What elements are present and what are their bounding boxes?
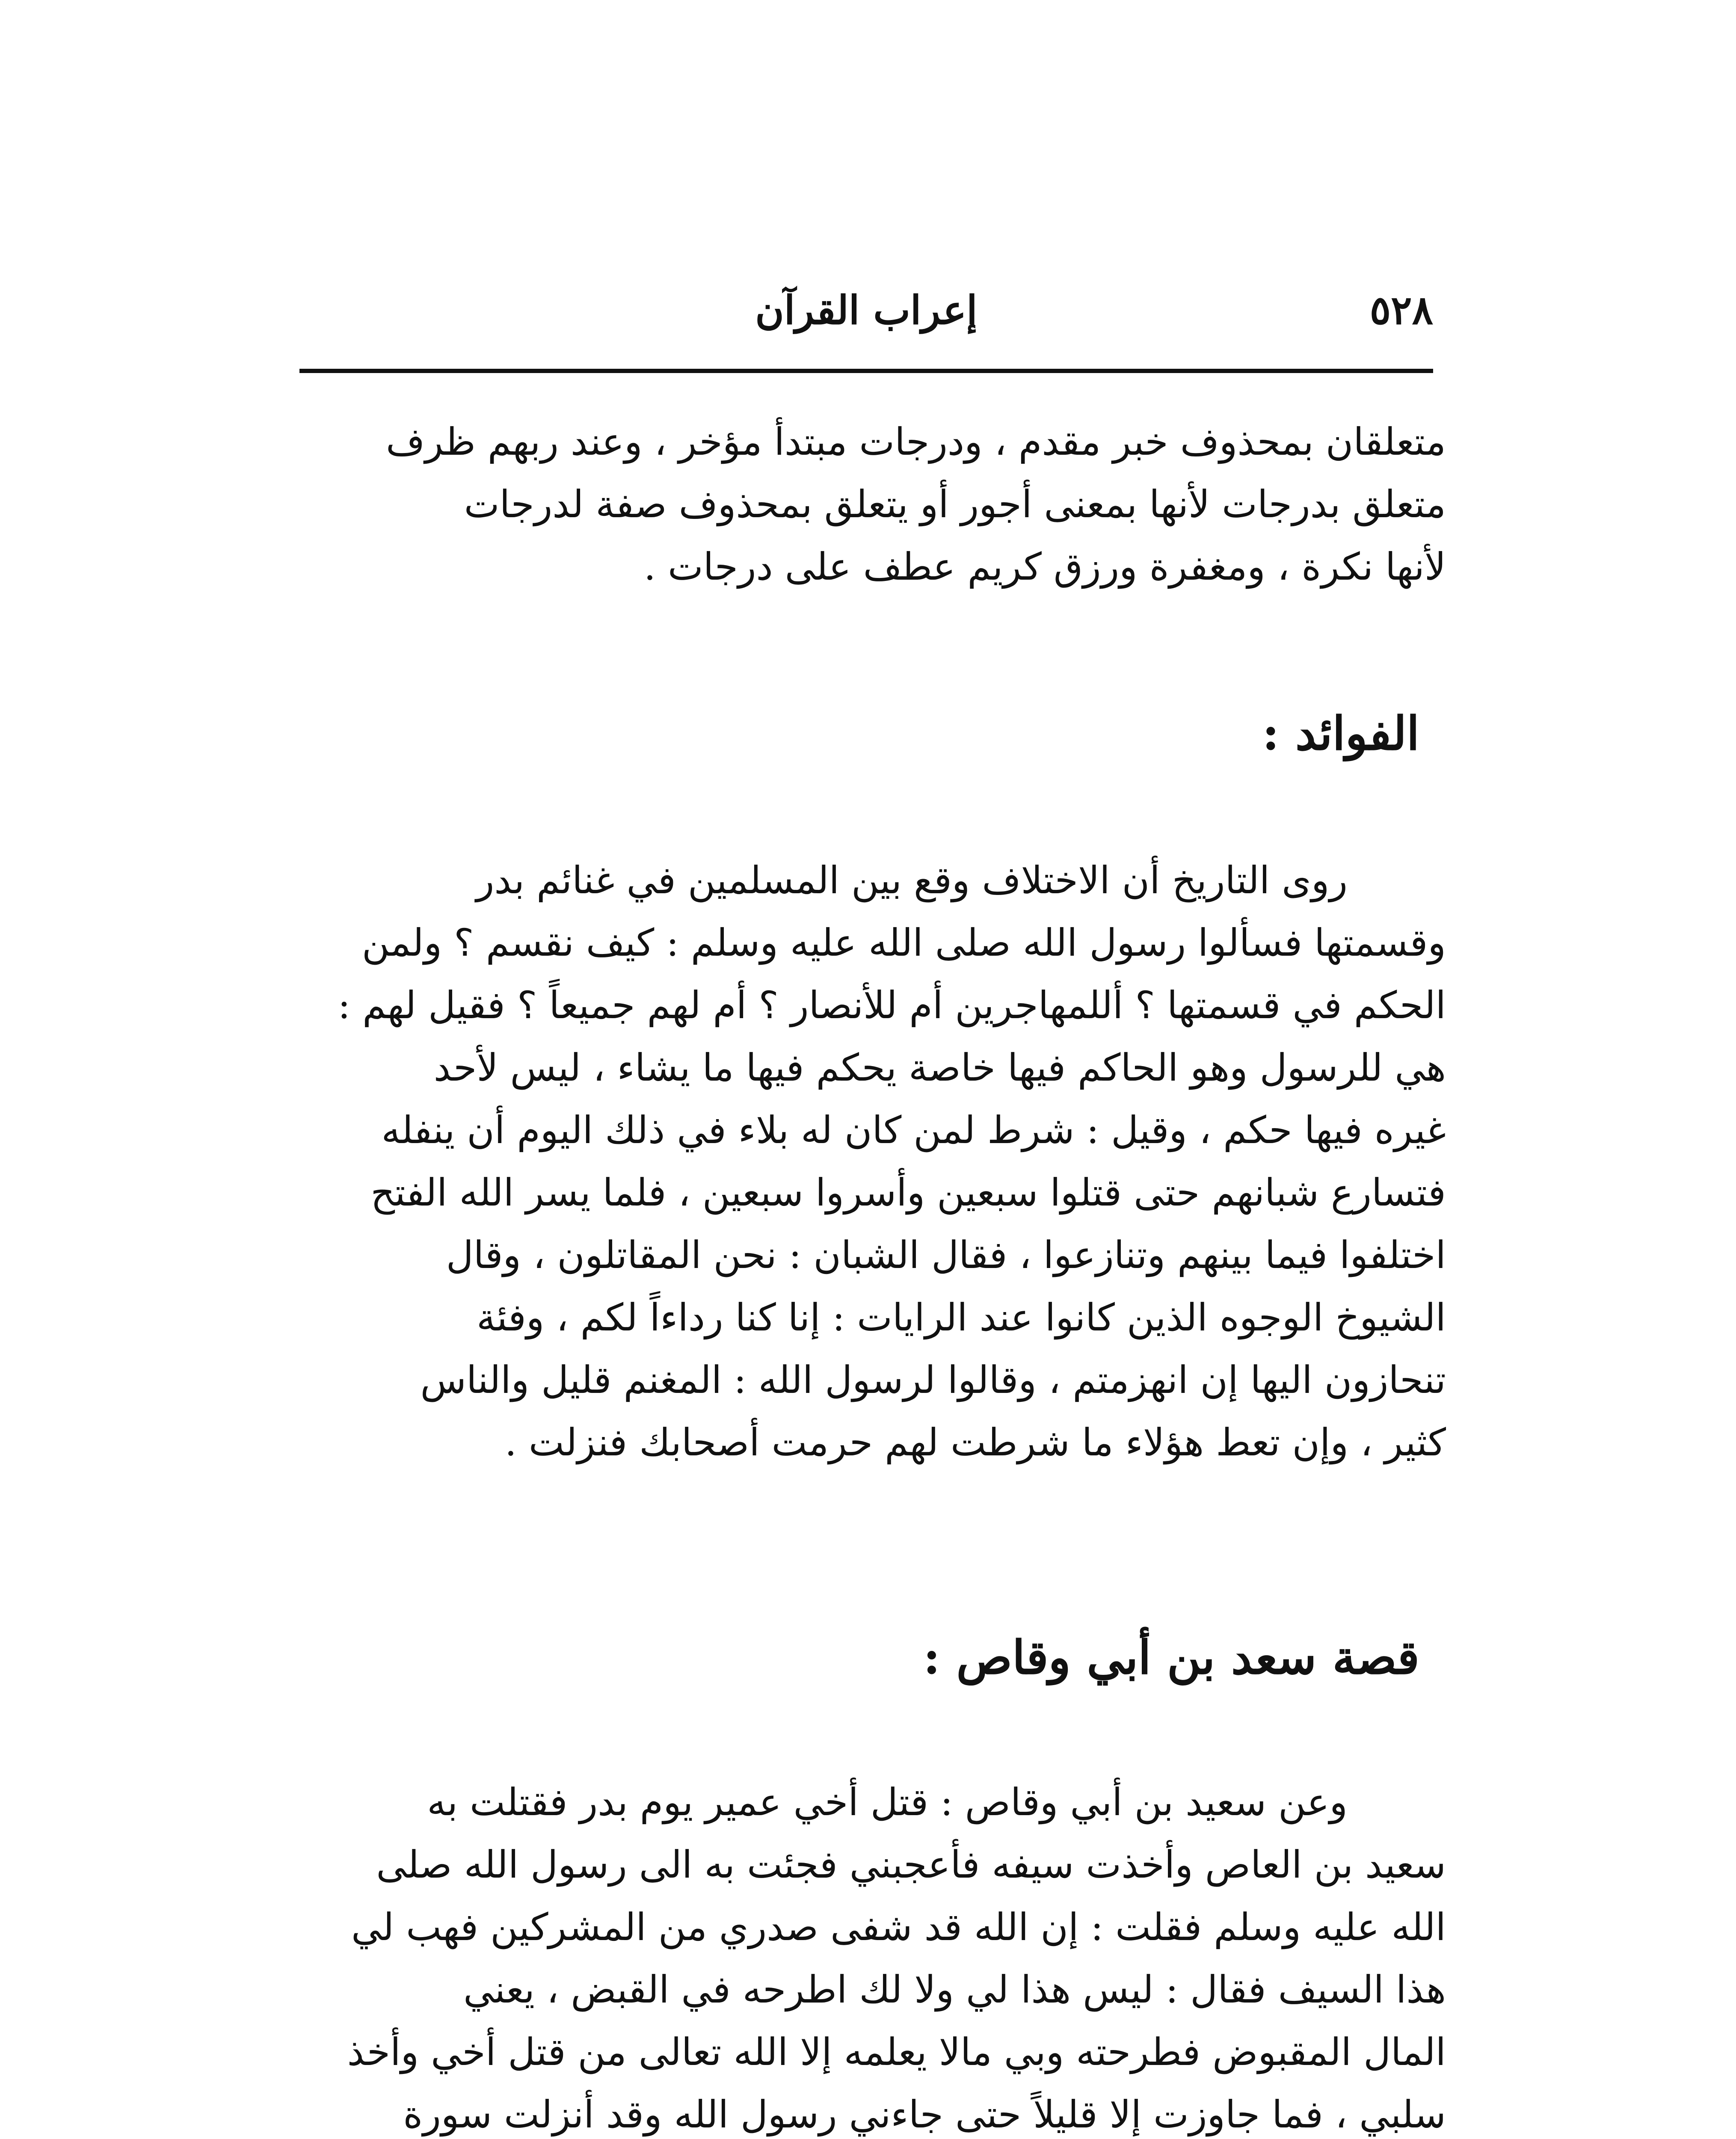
header-rule xyxy=(299,369,1433,373)
text-line: روى التاريخ أن الاختلاف وقع بين المسلمين في غنائم بدر xyxy=(476,858,1348,902)
text-line: غيره فيها حكم ، وقيل : شرط لمن كان له بلاء في ذلك اليوم أن ينفله xyxy=(381,1108,1446,1152)
text-line: تنحازون اليها إن انهزمتم ، وقالوا لرسول الله : المغنم قليل والناس xyxy=(420,1358,1446,1402)
text-line: الله عليه وسلم فقلت : إن الله قد شفى صدري من المشركين فهب لي xyxy=(351,1905,1446,1949)
text-line: وقسمتها فسألوا رسول الله صلى الله عليه وسلم : كيف نقسم ؟ ولمن xyxy=(361,921,1446,965)
text-line: اختلفوا فيما بينهم وتنازعوا ، فقال الشبان : نحن المقاتلون ، وقال xyxy=(446,1233,1446,1277)
saad-paragraph xyxy=(291,1771,1446,2139)
text-line: المال المقبوض فطرحته وبي مالا يعلمه إلا الله تعالى من قتل أخي وأخذ xyxy=(347,2030,1446,2074)
text-line: كثير ، وإن تعط هؤلاء ما شرطت لهم حرمت أصحابك فنزلت . xyxy=(504,1420,1446,1464)
page-header xyxy=(299,282,1433,338)
intro-paragraph xyxy=(291,411,1446,598)
text-line: الحكم في قسمتها ؟ أللمهاجرين أم للأنصار ؟ أم لهم جميعاً ؟ فقيل لهم : xyxy=(338,983,1446,1027)
text-line: هذا السيف فقال : ليس هذا لي ولا لك اطرحه في القبض ، يعني xyxy=(463,1967,1446,2012)
text-line: لأنها نكرة ، ومغفرة ورزق كريم عطف على درجات . xyxy=(644,545,1446,589)
text-line: متعلق بدرجات لأنها بمعنى أجور أو يتعلق بمحذوف صفة لدرجات xyxy=(464,482,1446,526)
section-heading-fawaid: الفوائد : xyxy=(1262,707,1419,761)
text-line: الشيوخ الوجوه الذين كانوا عند الرايات : إنا كنا رداءاً لكم ، وفئة xyxy=(477,1295,1446,1339)
text-line: وعن سعيد بن أبي وقاص : قتل أخي عمير يوم بدر فقتلت به xyxy=(427,1780,1348,1824)
page-number: ٥٢٨ xyxy=(1369,287,1433,333)
text-line: فتسارع شبانهم حتى قتلوا سبعين وأسروا سبعين ، فلما يسر الله الفتح xyxy=(370,1170,1446,1215)
text-line: هي للرسول وهو الحاكم فيها خاصة يحكم فيها ما يشاء ، ليس لأحد xyxy=(433,1046,1446,1090)
text-line: سعيد بن العاص وأخذت سيفه فأعجبني فجئت به الى رسول الله صلى xyxy=(376,1843,1446,1887)
running-title: إعراب القرآن xyxy=(755,287,978,333)
section-heading-saad: قصة سعد بن أبي وقاص : xyxy=(923,1631,1419,1685)
text-line: سلبي ، فما جاوزت إلا قليلاً حتى جاءني رسول الله وقد أنزلت سورة xyxy=(403,2092,1446,2136)
fawaid-paragraph xyxy=(291,849,1446,1474)
text-line: متعلقان بمحذوف خبر مقدم ، ودرجات مبتدأ مؤخر ، وعند ربهم ظرف xyxy=(385,420,1446,464)
